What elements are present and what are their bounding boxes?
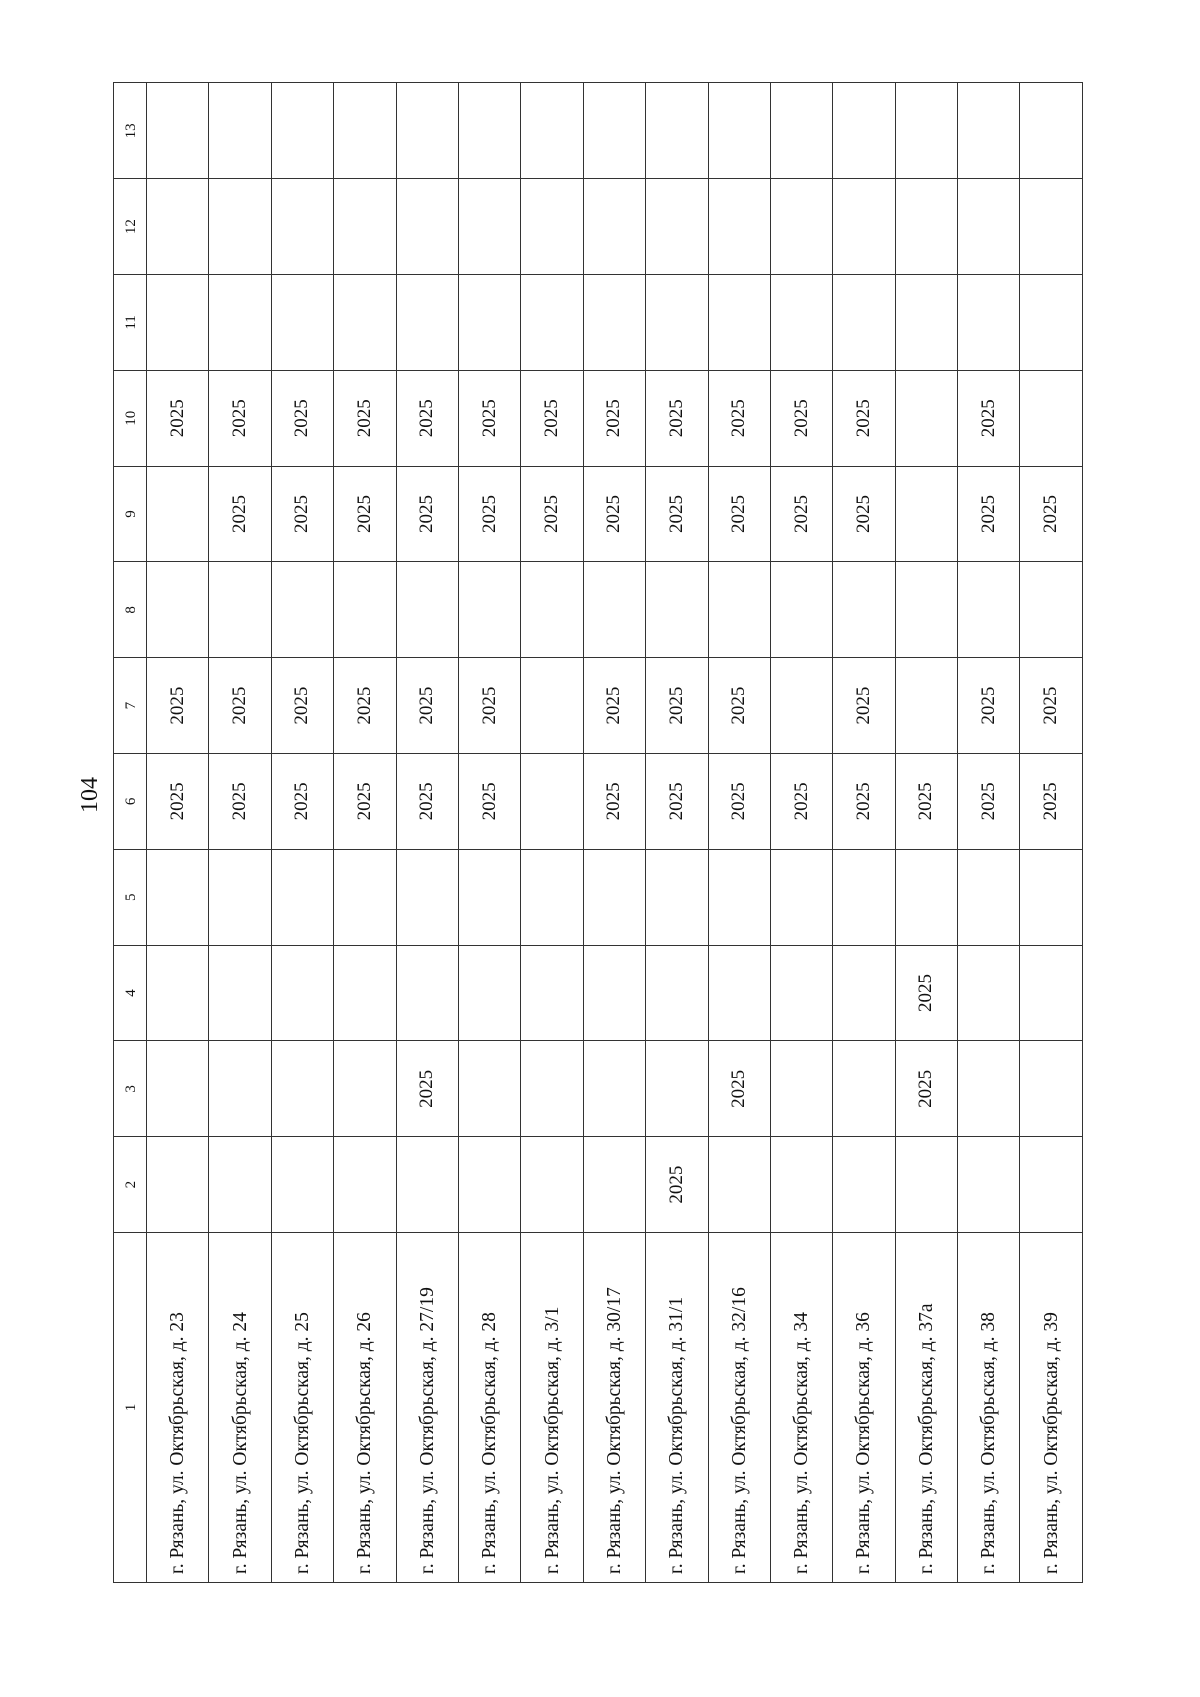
year-cell-col-9: 2025 [833, 466, 895, 562]
address-cell: г. Рязань, ул. Октябрьская, д. 38 [958, 1233, 1020, 1583]
schedule-table [113, 82, 1083, 1583]
year-cell-col-6: 2025 [895, 754, 957, 850]
year-cell-col-8 [770, 562, 832, 658]
year-cell-col-8 [147, 562, 209, 658]
table-row [521, 83, 583, 1583]
year-cell-col-5 [209, 849, 271, 945]
year-cell-col-9: 2025 [458, 466, 520, 562]
address-cell: г. Рязань, ул. Октябрьская, д. 34 [770, 1233, 832, 1583]
year-cell-col-5 [646, 849, 708, 945]
year-cell-col-11 [646, 275, 708, 371]
year-cell-col-9: 2025 [646, 466, 708, 562]
address-cell: г. Рязань, ул. Октябрьская, д. 3/1 [521, 1233, 583, 1583]
year-cell-col-4: 2025 [895, 945, 957, 1041]
year-cell-col-13 [458, 83, 520, 179]
year-cell-col-6: 2025 [1020, 754, 1083, 850]
table-row [271, 83, 333, 1583]
year-cell-col-7: 2025 [1020, 658, 1083, 754]
address-cell: г. Рязань, ул. Октябрьская, д. 26 [334, 1233, 396, 1583]
year-cell-col-13 [521, 83, 583, 179]
year-cell-col-12 [147, 179, 209, 275]
year-cell-col-11 [396, 275, 458, 371]
year-cell-col-5 [396, 849, 458, 945]
year-cell-col-11 [833, 275, 895, 371]
year-cell-col-10 [1020, 370, 1083, 466]
column-header-7: 7 [114, 658, 147, 754]
year-cell-col-2 [833, 1137, 895, 1233]
year-cell-col-2 [708, 1137, 770, 1233]
year-cell-col-2 [958, 1137, 1020, 1233]
table-header-row [114, 83, 147, 1583]
year-cell-col-11 [1020, 275, 1083, 371]
year-cell-col-9: 2025 [958, 466, 1020, 562]
column-header-6: 6 [114, 754, 147, 850]
year-cell-col-7: 2025 [583, 658, 645, 754]
year-cell-col-12 [458, 179, 520, 275]
year-cell-col-6: 2025 [833, 754, 895, 850]
year-cell-col-3 [583, 1041, 645, 1137]
table-row [458, 83, 520, 1583]
year-cell-col-9: 2025 [271, 466, 333, 562]
year-cell-col-13 [646, 83, 708, 179]
column-header-5: 5 [114, 849, 147, 945]
year-cell-col-4 [833, 945, 895, 1041]
year-cell-col-13 [708, 83, 770, 179]
column-header-13: 13 [114, 83, 147, 179]
year-cell-col-7 [521, 658, 583, 754]
column-header-4: 4 [114, 945, 147, 1041]
year-cell-col-2: 2025 [646, 1137, 708, 1233]
column-header-11: 11 [114, 275, 147, 371]
table-row [833, 83, 895, 1583]
year-cell-col-4 [147, 945, 209, 1041]
year-cell-col-8 [521, 562, 583, 658]
year-cell-col-2 [147, 1137, 209, 1233]
column-header-12: 12 [114, 179, 147, 275]
table-row [895, 83, 957, 1583]
year-cell-col-8 [396, 562, 458, 658]
schedule-table-wrapper [113, 83, 1083, 1583]
year-cell-col-7: 2025 [147, 658, 209, 754]
year-cell-col-6: 2025 [334, 754, 396, 850]
year-cell-col-7: 2025 [209, 658, 271, 754]
address-cell: г. Рязань, ул. Октябрьская, д. 39 [1020, 1233, 1083, 1583]
year-cell-col-12 [708, 179, 770, 275]
year-cell-col-4 [209, 945, 271, 1041]
year-cell-col-9: 2025 [521, 466, 583, 562]
column-header-8: 8 [114, 562, 147, 658]
year-cell-col-10: 2025 [833, 370, 895, 466]
address-cell: г. Рязань, ул. Октябрьская, д. 37а [895, 1233, 957, 1583]
year-cell-col-9 [147, 466, 209, 562]
address-cell: г. Рязань, ул. Октябрьская, д. 28 [458, 1233, 520, 1583]
year-cell-col-8 [1020, 562, 1083, 658]
year-cell-col-5 [708, 849, 770, 945]
year-cell-col-12 [209, 179, 271, 275]
year-cell-col-3 [833, 1041, 895, 1137]
year-cell-col-4 [583, 945, 645, 1041]
year-cell-col-7: 2025 [271, 658, 333, 754]
year-cell-col-3 [334, 1041, 396, 1137]
year-cell-col-11 [708, 275, 770, 371]
year-cell-col-5 [271, 849, 333, 945]
year-cell-col-6 [521, 754, 583, 850]
year-cell-col-2 [770, 1137, 832, 1233]
year-cell-col-8 [583, 562, 645, 658]
year-cell-col-7: 2025 [396, 658, 458, 754]
year-cell-col-2 [271, 1137, 333, 1233]
address-cell: г. Рязань, ул. Октябрьская, д. 30/17 [583, 1233, 645, 1583]
year-cell-col-12 [770, 179, 832, 275]
year-cell-col-8 [833, 562, 895, 658]
year-cell-col-3 [521, 1041, 583, 1137]
address-cell: г. Рязань, ул. Октябрьская, д. 23 [147, 1233, 209, 1583]
year-cell-col-6: 2025 [708, 754, 770, 850]
year-cell-col-13 [958, 83, 1020, 179]
year-cell-col-12 [958, 179, 1020, 275]
year-cell-col-11 [147, 275, 209, 371]
year-cell-col-10: 2025 [147, 370, 209, 466]
year-cell-col-4 [458, 945, 520, 1041]
address-cell: г. Рязань, ул. Октябрьская, д. 24 [209, 1233, 271, 1583]
year-cell-col-9 [895, 466, 957, 562]
year-cell-col-11 [895, 275, 957, 371]
year-cell-col-4 [334, 945, 396, 1041]
year-cell-col-10: 2025 [334, 370, 396, 466]
year-cell-col-10: 2025 [209, 370, 271, 466]
year-cell-col-12 [646, 179, 708, 275]
table-row [396, 83, 458, 1583]
year-cell-col-5 [1020, 849, 1083, 945]
year-cell-col-6: 2025 [396, 754, 458, 850]
year-cell-col-10: 2025 [770, 370, 832, 466]
year-cell-col-11 [770, 275, 832, 371]
year-cell-col-3 [958, 1041, 1020, 1137]
year-cell-col-13 [334, 83, 396, 179]
address-cell: г. Рязань, ул. Октябрьская, д. 31/1 [646, 1233, 708, 1583]
year-cell-col-8 [708, 562, 770, 658]
year-cell-col-3: 2025 [396, 1041, 458, 1137]
year-cell-col-9: 2025 [209, 466, 271, 562]
year-cell-col-6: 2025 [583, 754, 645, 850]
year-cell-col-6: 2025 [458, 754, 520, 850]
table-row [147, 83, 209, 1583]
year-cell-col-10: 2025 [396, 370, 458, 466]
year-cell-col-12 [271, 179, 333, 275]
year-cell-col-10 [895, 370, 957, 466]
year-cell-col-12 [833, 179, 895, 275]
year-cell-col-13 [583, 83, 645, 179]
year-cell-col-6: 2025 [209, 754, 271, 850]
year-cell-col-4 [646, 945, 708, 1041]
year-cell-col-5 [458, 849, 520, 945]
year-cell-col-3 [209, 1041, 271, 1137]
year-cell-col-4 [396, 945, 458, 1041]
year-cell-col-11 [521, 275, 583, 371]
year-cell-col-12 [1020, 179, 1083, 275]
year-cell-col-9: 2025 [708, 466, 770, 562]
year-cell-col-9: 2025 [1020, 466, 1083, 562]
year-cell-col-10: 2025 [958, 370, 1020, 466]
year-cell-col-6: 2025 [646, 754, 708, 850]
year-cell-col-10: 2025 [708, 370, 770, 466]
year-cell-col-13 [147, 83, 209, 179]
address-cell: г. Рязань, ул. Октябрьская, д. 27/19 [396, 1233, 458, 1583]
year-cell-col-13 [895, 83, 957, 179]
year-cell-col-4 [958, 945, 1020, 1041]
year-cell-col-4 [521, 945, 583, 1041]
year-cell-col-11 [271, 275, 333, 371]
year-cell-col-12 [396, 179, 458, 275]
year-cell-col-8 [895, 562, 957, 658]
year-cell-col-11 [958, 275, 1020, 371]
year-cell-col-7: 2025 [646, 658, 708, 754]
year-cell-col-13 [209, 83, 271, 179]
year-cell-col-5 [833, 849, 895, 945]
year-cell-col-5 [770, 849, 832, 945]
year-cell-col-13 [833, 83, 895, 179]
year-cell-col-2 [521, 1137, 583, 1233]
year-cell-col-11 [583, 275, 645, 371]
year-cell-col-2 [458, 1137, 520, 1233]
year-cell-col-5 [895, 849, 957, 945]
year-cell-col-12 [521, 179, 583, 275]
table-row [1020, 83, 1083, 1583]
year-cell-col-10: 2025 [583, 370, 645, 466]
year-cell-col-7: 2025 [833, 658, 895, 754]
year-cell-col-10: 2025 [521, 370, 583, 466]
year-cell-col-7: 2025 [334, 658, 396, 754]
table-row [770, 83, 832, 1583]
year-cell-col-13 [396, 83, 458, 179]
year-cell-col-12 [334, 179, 396, 275]
page-number: 104 [77, 777, 103, 813]
year-cell-col-2 [1020, 1137, 1083, 1233]
year-cell-col-4 [770, 945, 832, 1041]
year-cell-col-8 [646, 562, 708, 658]
year-cell-col-10: 2025 [646, 370, 708, 466]
year-cell-col-9: 2025 [770, 466, 832, 562]
year-cell-col-5 [583, 849, 645, 945]
column-header-3: 3 [114, 1041, 147, 1137]
year-cell-col-5 [147, 849, 209, 945]
year-cell-col-2 [209, 1137, 271, 1233]
year-cell-col-5 [334, 849, 396, 945]
year-cell-col-6: 2025 [271, 754, 333, 850]
year-cell-col-8 [458, 562, 520, 658]
year-cell-col-7 [770, 658, 832, 754]
year-cell-col-4 [271, 945, 333, 1041]
year-cell-col-3 [458, 1041, 520, 1137]
year-cell-col-6: 2025 [770, 754, 832, 850]
year-cell-col-3 [147, 1041, 209, 1137]
table-row [646, 83, 708, 1583]
year-cell-col-7: 2025 [958, 658, 1020, 754]
column-header-1: 1 [114, 1233, 147, 1583]
column-header-2: 2 [114, 1137, 147, 1233]
year-cell-col-9: 2025 [396, 466, 458, 562]
year-cell-col-8 [271, 562, 333, 658]
year-cell-col-5 [521, 849, 583, 945]
year-cell-col-3 [646, 1041, 708, 1137]
year-cell-col-11 [458, 275, 520, 371]
year-cell-col-2 [396, 1137, 458, 1233]
table-row [708, 83, 770, 1583]
year-cell-col-4 [1020, 945, 1083, 1041]
year-cell-col-5 [958, 849, 1020, 945]
year-cell-col-9: 2025 [334, 466, 396, 562]
year-cell-col-12 [583, 179, 645, 275]
year-cell-col-4 [708, 945, 770, 1041]
year-cell-col-3 [1020, 1041, 1083, 1137]
year-cell-col-3: 2025 [708, 1041, 770, 1137]
year-cell-col-9: 2025 [583, 466, 645, 562]
year-cell-col-7: 2025 [708, 658, 770, 754]
year-cell-col-8 [334, 562, 396, 658]
year-cell-col-11 [209, 275, 271, 371]
column-header-9: 9 [114, 466, 147, 562]
year-cell-col-2 [895, 1137, 957, 1233]
year-cell-col-13 [770, 83, 832, 179]
year-cell-col-3 [271, 1041, 333, 1137]
column-header-10: 10 [114, 370, 147, 466]
year-cell-col-2 [334, 1137, 396, 1233]
year-cell-col-11 [334, 275, 396, 371]
address-cell: г. Рязань, ул. Октябрьская, д. 25 [271, 1233, 333, 1583]
year-cell-col-3: 2025 [895, 1041, 957, 1137]
year-cell-col-7 [895, 658, 957, 754]
table-row [334, 83, 396, 1583]
table-row [209, 83, 271, 1583]
table-row [583, 83, 645, 1583]
year-cell-col-8 [958, 562, 1020, 658]
address-cell: г. Рязань, ул. Октябрьская, д. 32/16 [708, 1233, 770, 1583]
year-cell-col-10: 2025 [271, 370, 333, 466]
year-cell-col-13 [1020, 83, 1083, 179]
year-cell-col-6: 2025 [147, 754, 209, 850]
year-cell-col-2 [583, 1137, 645, 1233]
year-cell-col-12 [895, 179, 957, 275]
year-cell-col-6: 2025 [958, 754, 1020, 850]
year-cell-col-8 [209, 562, 271, 658]
year-cell-col-10: 2025 [458, 370, 520, 466]
year-cell-col-13 [271, 83, 333, 179]
year-cell-col-3 [770, 1041, 832, 1137]
year-cell-col-7: 2025 [458, 658, 520, 754]
table-row [958, 83, 1020, 1583]
address-cell: г. Рязань, ул. Октябрьская, д. 36 [833, 1233, 895, 1583]
